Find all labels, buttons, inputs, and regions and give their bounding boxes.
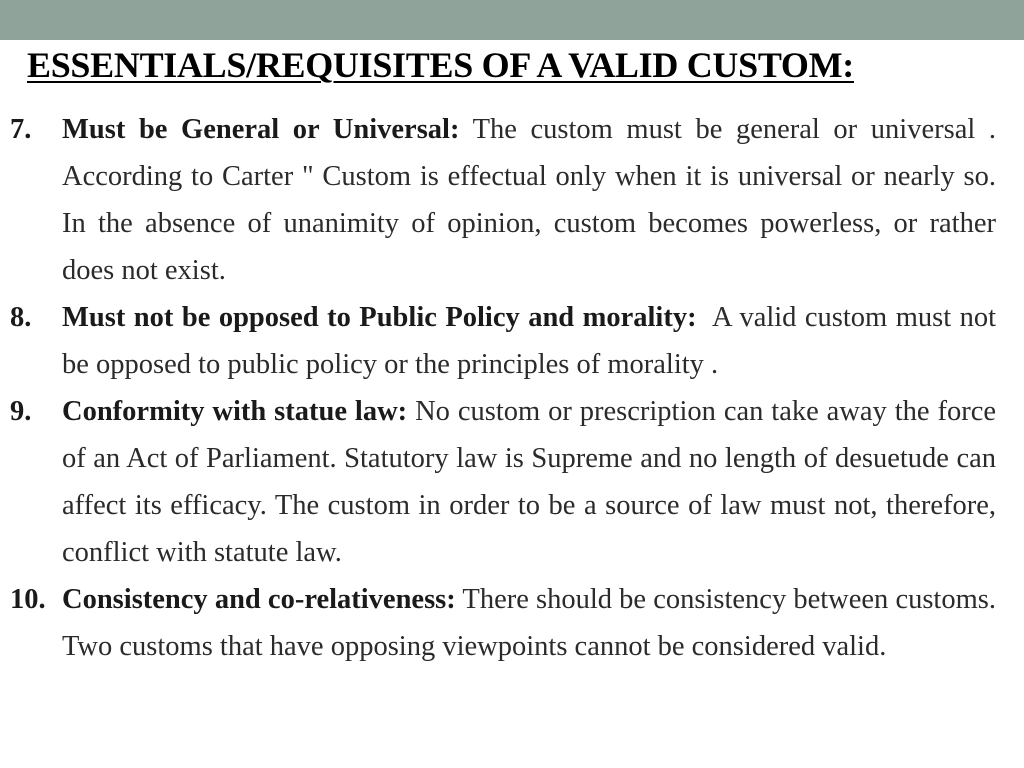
item-heading: Must not be opposed to Public Policy and morality: — [62, 302, 697, 333]
item-heading: Consistency and co-relativeness: — [62, 584, 456, 615]
top-band — [0, 0, 1024, 40]
item-heading: Must be General or Universal: — [62, 114, 460, 145]
item-number: 7. — [10, 114, 32, 145]
item-heading: Conformity with statue law: — [62, 396, 408, 427]
item-number: 10. — [10, 584, 46, 615]
item-body — [62, 294, 996, 388]
list-item — [10, 388, 996, 576]
item-text: No custom or prescription can take away the force of an Act of Parliament. Statutory law is Supreme and no length of desuetude can affect its efficacy. The custom in order to be a source of law must not, therefore, conflict with statute law. — [62, 396, 997, 568]
item-text: The custom must be general or universal . According to Carter " Custom is effectual only when it is universal or nearly so. In the absence of unanimity of opinion, custom becomes powerless, or rather does not exist. — [62, 114, 996, 286]
slide-title: ESSENTIALS/REQUISITES OF A VALID CUSTOM: — [27, 45, 854, 85]
list-item — [10, 576, 996, 670]
item-body — [62, 388, 996, 576]
item-body — [62, 576, 996, 670]
item-text: A valid custom must not be opposed to public policy or the principles of morality . — [62, 302, 997, 380]
item-number: 9. — [10, 396, 32, 427]
item-body — [62, 106, 996, 294]
item-number: 8. — [10, 302, 32, 333]
requisites-list — [10, 106, 996, 670]
item-text: There should be consistency between customs. Two customs that have opposing viewpoints cannot be considered valid. — [62, 584, 996, 662]
list-item — [10, 106, 996, 294]
list-item — [10, 294, 996, 388]
